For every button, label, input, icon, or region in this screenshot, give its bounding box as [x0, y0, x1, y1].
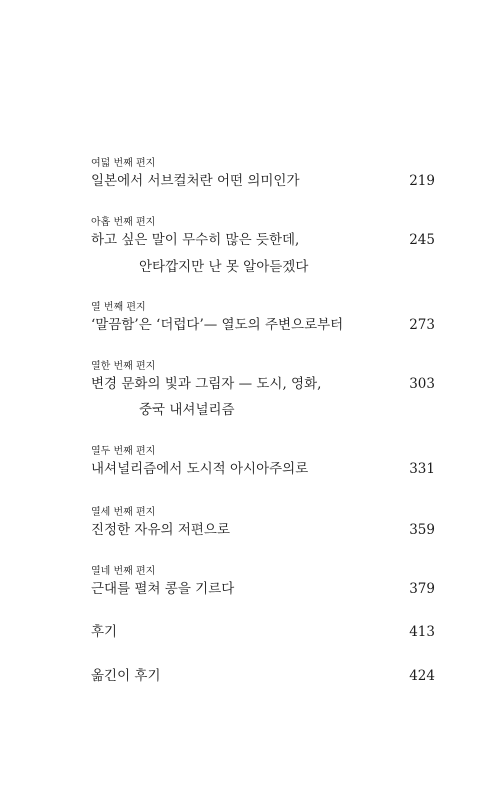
letter-label: 열한 번째 편지	[91, 361, 156, 372]
entry-title: 내셔널리즘에서 도시적 아시아주의로	[91, 461, 309, 477]
page-number: 359	[409, 522, 435, 538]
entry-title: ‘말끔함’은 ‘더럽다’— 열도의 주변으로부터	[91, 317, 344, 333]
toc-entry	[91, 361, 435, 421]
page-number: 245	[409, 232, 435, 248]
entry-title: 옮긴이 후기	[91, 668, 161, 684]
entry-title-continuation: 중국 내셔널리즘	[139, 402, 235, 418]
page-number: 413	[409, 624, 435, 640]
page-number: 379	[409, 581, 435, 597]
letter-label: 열네 번째 편지	[91, 566, 156, 577]
toc-entry	[91, 217, 435, 277]
toc-entry	[91, 158, 435, 190]
toc-entry	[91, 667, 435, 687]
entry-title: 변경 문화의 빛과 그림자 — 도시, 영화,	[91, 376, 322, 392]
letter-label: 아홉 번째 편지	[91, 217, 156, 228]
entry-title-continuation: 안타깝지만 난 못 알아듣겠다	[139, 259, 309, 275]
page-number: 424	[409, 668, 435, 684]
page-number: 219	[409, 173, 435, 189]
page-number: 303	[409, 376, 435, 392]
letter-label: 열 번째 편지	[91, 302, 146, 313]
page-number: 273	[409, 317, 435, 333]
entry-title: 진정한 자유의 저편으로	[91, 522, 230, 538]
entry-title: 하고 싶은 말이 무수히 많은 듯한데,	[91, 232, 300, 248]
toc-entry	[91, 566, 435, 598]
toc-entry	[91, 507, 435, 539]
letter-label: 열두 번째 편지	[91, 446, 156, 457]
toc-entry	[91, 623, 435, 643]
toc-entry	[91, 302, 435, 334]
toc-entry	[91, 446, 435, 478]
letter-label: 열세 번째 편지	[91, 507, 156, 518]
entry-title: 일본에서 서브컬처란 어떤 의미인가	[91, 173, 300, 189]
entry-title: 근대를 펼쳐 콩을 기르다	[91, 581, 235, 597]
letter-label: 여덟 번째 편지	[91, 158, 156, 169]
entry-title: 후기	[91, 624, 118, 640]
page-number: 331	[409, 461, 435, 477]
